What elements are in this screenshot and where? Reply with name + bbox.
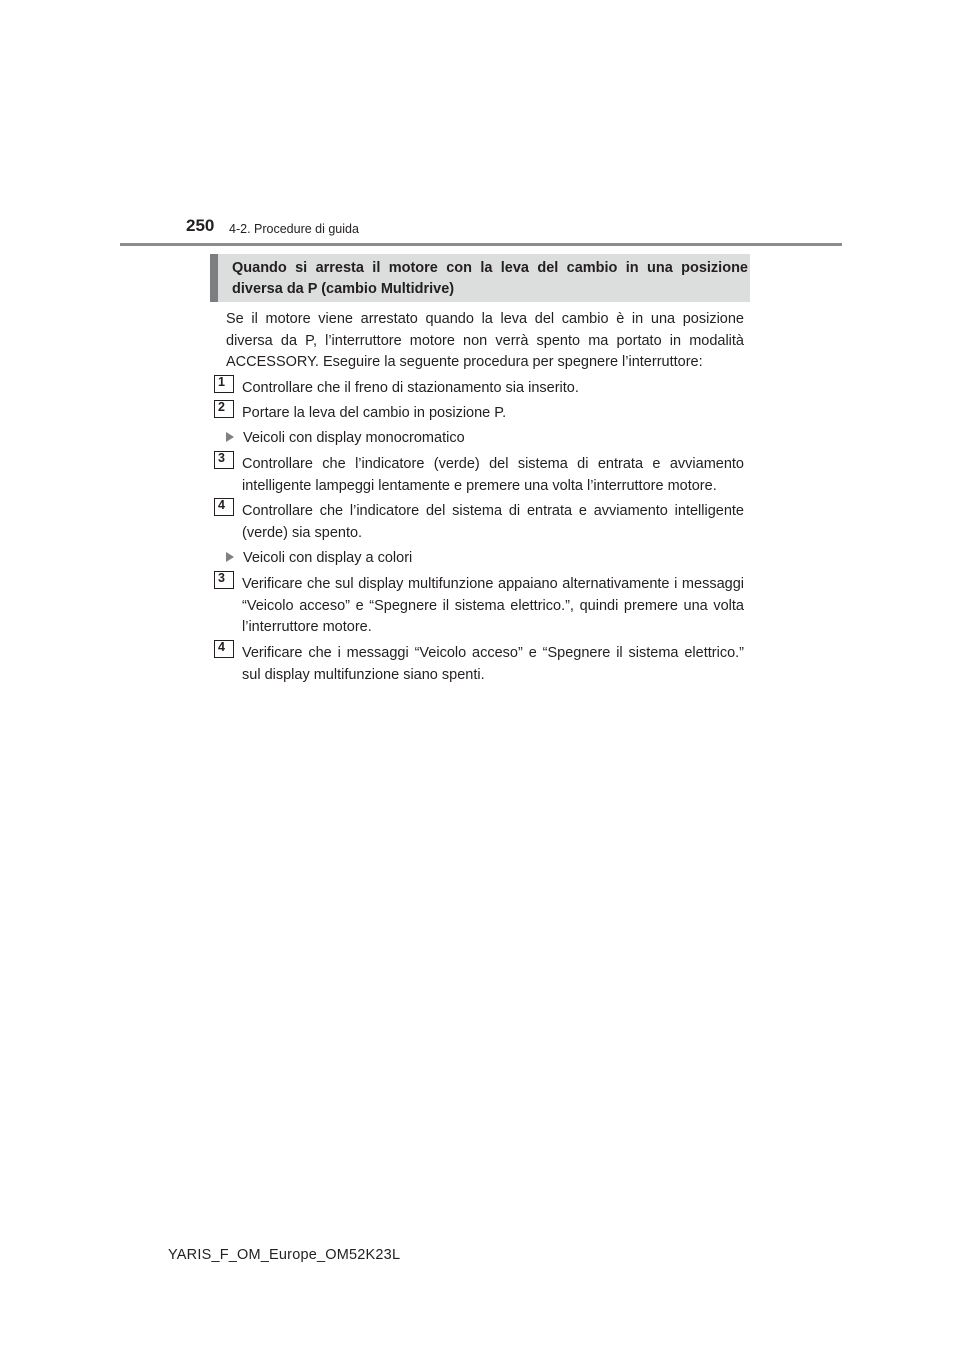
intro-paragraph: Se il motore viene arrestato quando la leva del cambio è in una posizione diversa da P, l’interruttore motore non verrà spento ma portato in modalità ACCESSORY. Eseguire la seguente procedura per spegnere l’interruttore: <box>226 311 744 370</box>
heading-text: Quando si arresta il motore con la leva del cambio in una posizione diversa da P (cambio Multidrive) <box>232 260 748 297</box>
step-number: 4 <box>218 640 225 654</box>
page-number: 250 <box>186 216 215 235</box>
step-number: 4 <box>218 498 225 512</box>
section-title: 4-2. Procedure di guida <box>229 222 359 236</box>
triangle-bullet-icon <box>226 552 234 562</box>
step-text: Controllare che il freno di stazionamento sia inserito. <box>242 380 579 396</box>
step-number: 2 <box>218 400 225 414</box>
group-label: Veicoli con display a colori <box>243 550 413 566</box>
group-label: Veicoli con display monocromatico <box>243 430 465 446</box>
step-text: Controllare che l’indicatore del sistema di entrata e avviamento intelligente (verde) sia spento. <box>242 503 744 541</box>
group-label-color <box>226 548 412 568</box>
step-text: Verificare che i messaggi “Veicolo acceso” e “Spegnere il sistema elettrico.” sul display multifunzione siano spenti. <box>242 645 744 683</box>
step-number-box <box>214 375 234 393</box>
step-number-box <box>214 498 234 516</box>
step-text: Portare la leva del cambio in posizione P. <box>242 405 507 421</box>
step-number-box <box>214 571 234 589</box>
group-label-monochrome <box>226 428 465 448</box>
step-number-box <box>214 451 234 469</box>
step-number-box <box>214 640 234 658</box>
step-number: 3 <box>218 451 225 465</box>
footer-doc-id: YARIS_F_OM_Europe_OM52K23L <box>168 1247 401 1263</box>
step-text: Controllare che l’indicatore (verde) del sistema di entrata e avviamento intelligente lampeggi lentamente e premere una volta l’interruttore motore. <box>242 456 744 494</box>
header-rule <box>120 243 842 246</box>
step-number: 3 <box>218 571 225 585</box>
triangle-bullet-icon <box>226 432 234 442</box>
step-number: 1 <box>218 375 225 389</box>
step-text: Verificare che sul display multifunzione appaiano alternativamente i messaggi “Veicolo acceso” e “Spegnere il sistema elettrico.”, quindi premere una volta l’interruttore motore. <box>242 576 744 635</box>
step-number-box <box>214 400 234 418</box>
heading-box <box>210 254 750 302</box>
